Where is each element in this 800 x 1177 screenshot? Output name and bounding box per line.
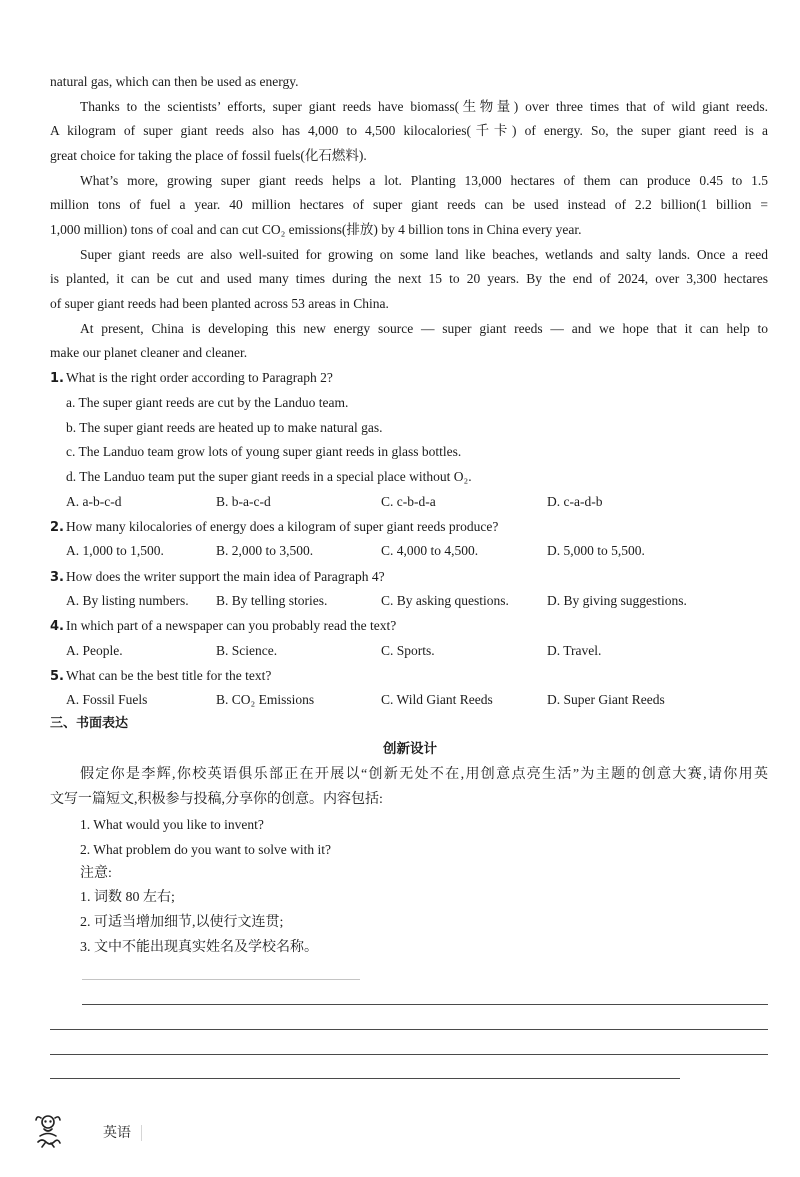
option-d[interactable]: D. Super Giant Reeds xyxy=(547,692,665,707)
question-3-options xyxy=(0,589,800,613)
option-d[interactable]: D. 5,000 to 5,500. xyxy=(547,543,645,558)
passage-line: is planted, it can be cut and used many times during the next 15 to 20 years. By the end of 2024, over 3,300 hectares xyxy=(50,271,768,286)
option-b[interactable]: B. b-a-c-d xyxy=(216,494,271,509)
note-item: 1. 词数 80 左右; xyxy=(80,890,175,905)
task-title: 创新设计 xyxy=(383,741,437,757)
question-number: 3. xyxy=(50,570,64,585)
option-a[interactable]: A. 1,000 to 1,500. xyxy=(66,543,164,558)
prompt-line: 文写一篇短文,积极参与投稿,分享你的创意。内容包括: xyxy=(50,792,383,807)
question-text: How many kilocalories of energy does a kilogram of super giant reeds produce? xyxy=(65,519,499,534)
answer-line xyxy=(50,1078,680,1079)
passage-line: At present, China is developing this new energy source — super giant reeds — and we hope that it can help to xyxy=(80,321,768,336)
question-number: 5. xyxy=(50,669,64,684)
section-title: 三、书面表达 xyxy=(50,716,129,731)
answer-line xyxy=(82,979,360,980)
option-c[interactable]: C. 4,000 to 4,500. xyxy=(381,543,479,558)
passage-line: million tons of fuel a year. 40 million hectares of super giant reeds can be used instead of 2.2 billion(1 billion = xyxy=(50,197,768,212)
question-text: What is the right order according to Paragraph 2? xyxy=(65,370,333,385)
notes-label: 注意: xyxy=(80,866,112,881)
passage-line: What’s more, growing super giant reeds helps a lot. Planting 13,000 hectares of them can produce 0.45 to 1.5 xyxy=(80,173,768,188)
passage-line: Thanks to the scientists’ efforts, super giant reeds have biomass(生物量) over three times that of wild giant reeds. xyxy=(80,99,768,114)
passage-line: of super giant reeds had been planted across 53 areas in China. xyxy=(50,296,389,311)
option-b[interactable]: B. Science. xyxy=(216,643,278,658)
option-a[interactable]: A. Fossil Fuels xyxy=(66,692,148,707)
passage-line: Super giant reeds are also well-suited for growing on some land like beaches, wetlands and salty lands. Once a reed xyxy=(80,247,768,262)
note-item: 3. 文中不能出现真实姓名及学校名称。 xyxy=(80,940,318,955)
question-text: How does the writer support the main idea of Paragraph 4? xyxy=(65,569,385,584)
question-1-options xyxy=(0,490,800,514)
cartoon-mascot-icon xyxy=(32,1112,64,1150)
question-1-item-d: d. The Landuo team put the super giant reeds in a special place without O₂. xyxy=(66,469,472,484)
question-1-item-c: c. The Landuo team grow lots of young super giant reeds in glass bottles. xyxy=(66,444,462,459)
question-1-item-a: a. The super giant reeds are cut by the Landuo team. xyxy=(66,395,349,410)
question-5-options xyxy=(0,688,800,712)
question-2-stem xyxy=(50,515,498,539)
question-text: In which part of a newspaper can you probably read the text? xyxy=(65,618,397,633)
option-c[interactable]: C. Sports. xyxy=(381,643,435,658)
question-2-options xyxy=(0,539,800,563)
option-b[interactable]: B. 2,000 to 3,500. xyxy=(216,543,314,558)
question-number: 2. xyxy=(50,520,64,535)
passage-line: great choice for taking the place of fossil fuels(化石燃料). xyxy=(50,148,367,163)
option-d[interactable]: D. c-a-d-b xyxy=(547,494,603,509)
question-number: 4. xyxy=(50,619,64,634)
answer-line xyxy=(50,1029,768,1030)
answer-line xyxy=(50,1054,768,1055)
option-b[interactable]: B. By telling stories. xyxy=(216,593,328,608)
prompt-line: 假定你是李辉,你校英语俱乐部正在开展以“创新无处不在,用创意点亮生活”为主题的创意大赛,请你用英 xyxy=(80,767,768,782)
question-5-stem xyxy=(50,664,271,688)
passage-line: natural gas, which can then be used as energy. xyxy=(50,74,299,89)
option-c[interactable]: C. Wild Giant Reeds xyxy=(381,692,493,707)
option-b[interactable]: B. CO₂ Emissions xyxy=(216,692,315,707)
question-1-item-b: b. The super giant reeds are heated up to make natural gas. xyxy=(66,420,383,435)
answer-line xyxy=(82,1004,768,1005)
option-d[interactable]: D. Travel. xyxy=(547,643,602,658)
option-c[interactable]: C. c-b-d-a xyxy=(381,494,436,509)
passage-line: 1,000 million) tons of coal and can cut CO₂ emissions(排放) by 4 billion tons in China every year. xyxy=(50,222,582,237)
question-3-stem xyxy=(50,565,385,589)
note-item: 2. 可适当增加细节,以使行文连贯; xyxy=(80,915,284,930)
question-4-options xyxy=(0,639,800,663)
option-a[interactable]: A. a-b-c-d xyxy=(66,494,122,509)
content-item: 2. What problem do you want to solve with it? xyxy=(80,842,331,857)
option-c[interactable]: C. By asking questions. xyxy=(381,593,509,608)
subject-label: 英语 xyxy=(103,1125,131,1141)
footer-divider xyxy=(141,1125,142,1141)
passage-line: make our planet cleaner and cleaner. xyxy=(50,345,248,360)
question-1-stem xyxy=(50,366,333,390)
option-a[interactable]: A. By listing numbers. xyxy=(66,593,189,608)
content-item: 1. What would you like to invent? xyxy=(80,817,264,832)
question-number: 1. xyxy=(50,371,64,386)
question-4-stem xyxy=(50,614,396,638)
question-text: What can be the best title for the text? xyxy=(65,668,272,683)
passage-line: A kilogram of super giant reeds also has 4,000 to 4,500 kilocalories(千卡) of energy. So, the super giant reed is a xyxy=(50,123,768,138)
option-a[interactable]: A. People. xyxy=(66,643,123,658)
option-d[interactable]: D. By giving suggestions. xyxy=(547,593,687,608)
